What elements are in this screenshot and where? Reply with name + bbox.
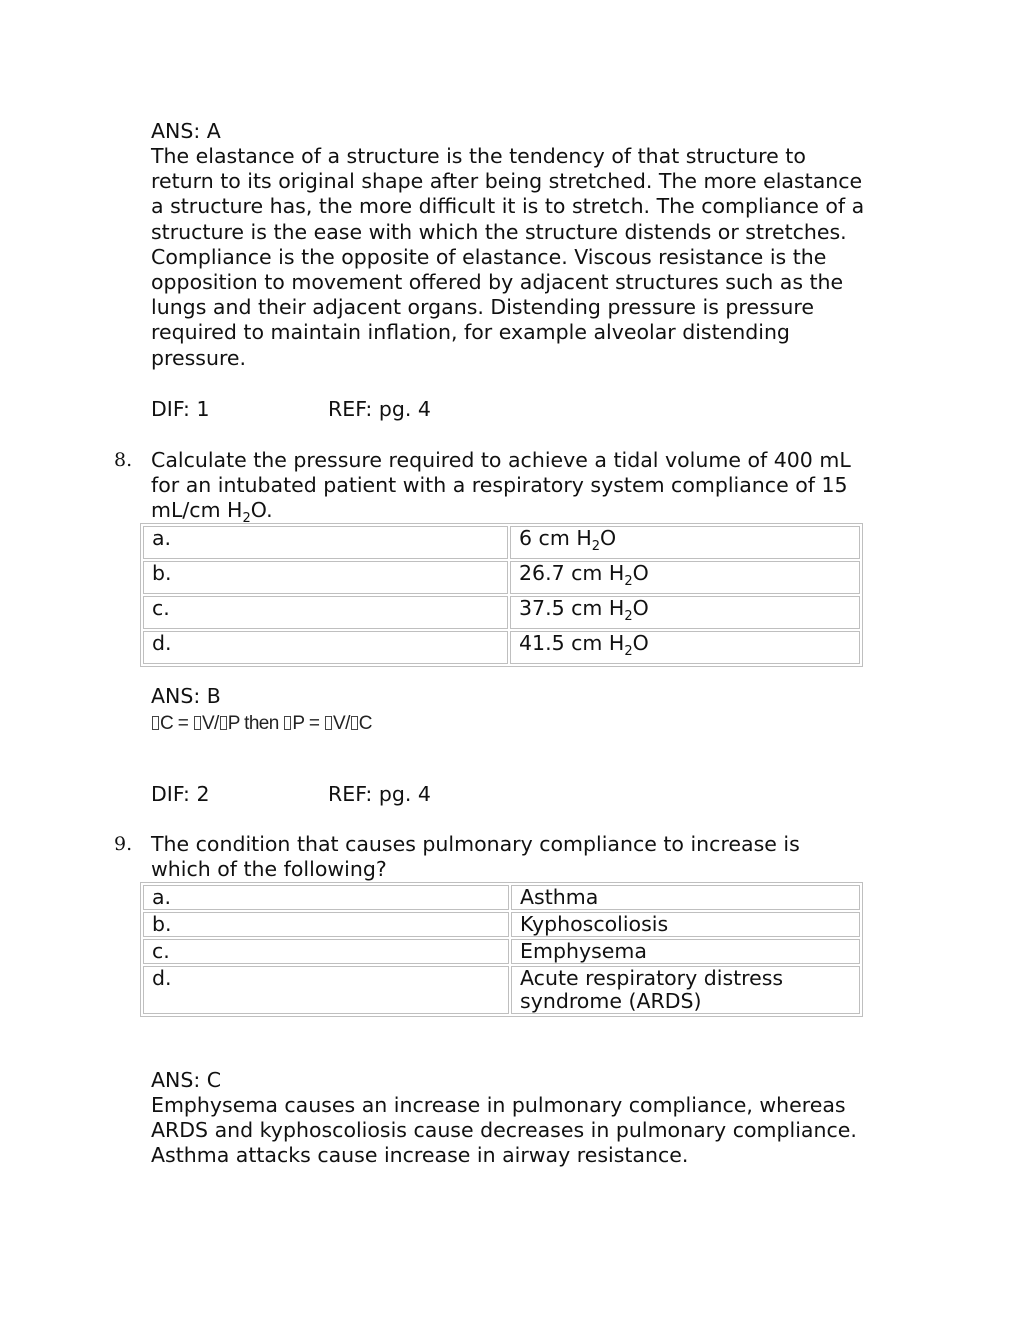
q9-options-table [140,882,863,1017]
delta-symbol-icon [284,716,291,730]
q9-option-text: Emphysema [511,939,860,964]
q9-option-letter: d. [143,966,509,1014]
q8-option-row [143,526,860,559]
q8-option-post-c: O [632,596,649,621]
q9-option-letter: b. [143,912,509,937]
q8-option-text-d: 41.5 cm H [519,631,625,656]
q9-option-row [143,912,860,937]
q8-option-sub-d: 2 [624,644,633,660]
q8-option-post-a: O [600,526,617,550]
delta-symbol-icon [351,716,358,730]
q8-difficulty: DIF: 2 [151,782,210,806]
q8-options-table [140,523,863,667]
q9-option-letter: c. [143,939,509,964]
q8-option-sub-b: 2 [624,574,633,590]
formula-part: P = [292,713,325,734]
q8-option-text-a: 6 cm H [519,526,592,550]
q8-stem [151,448,866,532]
q8-answer-label: ANS: B [151,684,221,708]
q8-option-row [143,596,860,629]
q7-reference: REF: pg. 4 [328,397,431,421]
q8-option-text-b: 26.7 cm H [519,561,625,586]
formula-part: C = [160,713,193,734]
q9-option-row [143,885,860,910]
q9-option-text: Kyphoscoliosis [511,912,860,937]
q8-option-text [510,526,860,559]
delta-symbol-icon [220,716,227,730]
delta-symbol-icon [194,716,201,730]
q7-rationale: The elastance of a structure is the tendency of that structure to return to its original shape after being stretched. The more elastance a structure has, the more difficult it is to stretch. The compliance of a structure is the ease with which the structure distends or stretches. Compliance is the opposite of elastance. Viscous resistance is the opposition to movement offered by adjacent structures such as the lungs and their adjacent organs. Distending pressure is pressure required to maintain inflation, for example alveolar distending pressure. [151,144,865,370]
q9-option-text: Asthma [511,885,860,910]
q8-formula [151,711,372,736]
formula-part: P then [227,713,284,734]
q8-option-letter: b. [143,561,508,594]
q8-stem-end: O. [250,498,273,523]
q9-number: 9. [114,833,133,855]
q8-option-text-c: 37.5 cm H [519,596,625,621]
q8-option-post-b: O [632,561,649,586]
q8-option-letter: d. [143,631,508,664]
q8-option-letter: c. [143,596,508,629]
q9-option-text: Acute respiratory distress syndrome (ARDS) [511,966,860,1014]
q8-number: 8. [114,449,133,471]
formula-part: C [358,713,372,734]
q8-reference: REF: pg. 4 [328,782,431,806]
q8-option-sub-c: 2 [624,609,633,625]
q8-stem-subscript: 2 [242,511,251,527]
delta-symbol-icon [152,716,159,730]
q8-option-text [510,596,860,629]
q8-option-row [143,561,860,594]
q8-option-post-d: O [632,631,649,656]
q8-option-row [143,631,860,664]
q8-option-text [510,561,860,594]
q9-option-letter: a. [143,885,509,910]
q9-rationale: Emphysema causes an increase in pulmonary compliance, whereas ARDS and kyphoscoliosis cause decreases in pulmonary compliance. Asthma attacks cause increase in airway resistance. [151,1093,857,1168]
q9-option-row [143,939,860,964]
q9-option-row [143,966,860,1014]
q8-option-sub-a: 2 [591,539,601,555]
q7-answer-label: ANS: A [151,119,221,143]
q8-option-letter: a. [143,526,508,559]
q9-stem: The condition that causes pulmonary compliance to increase is which of the following? [151,832,800,882]
formula-part: V/ [333,713,350,734]
delta-symbol-icon [325,716,332,730]
formula-part: V/ [201,713,219,734]
q8-option-text [510,631,860,664]
q8-stem-text: Calculate the pressure required to achieve a tidal volume of 400 mL for an intubated patient with a respiratory system compliance of 15 mL/cm H [151,448,851,523]
q9-answer-label: ANS: C [151,1068,222,1092]
q7-difficulty: DIF: 1 [151,397,210,421]
